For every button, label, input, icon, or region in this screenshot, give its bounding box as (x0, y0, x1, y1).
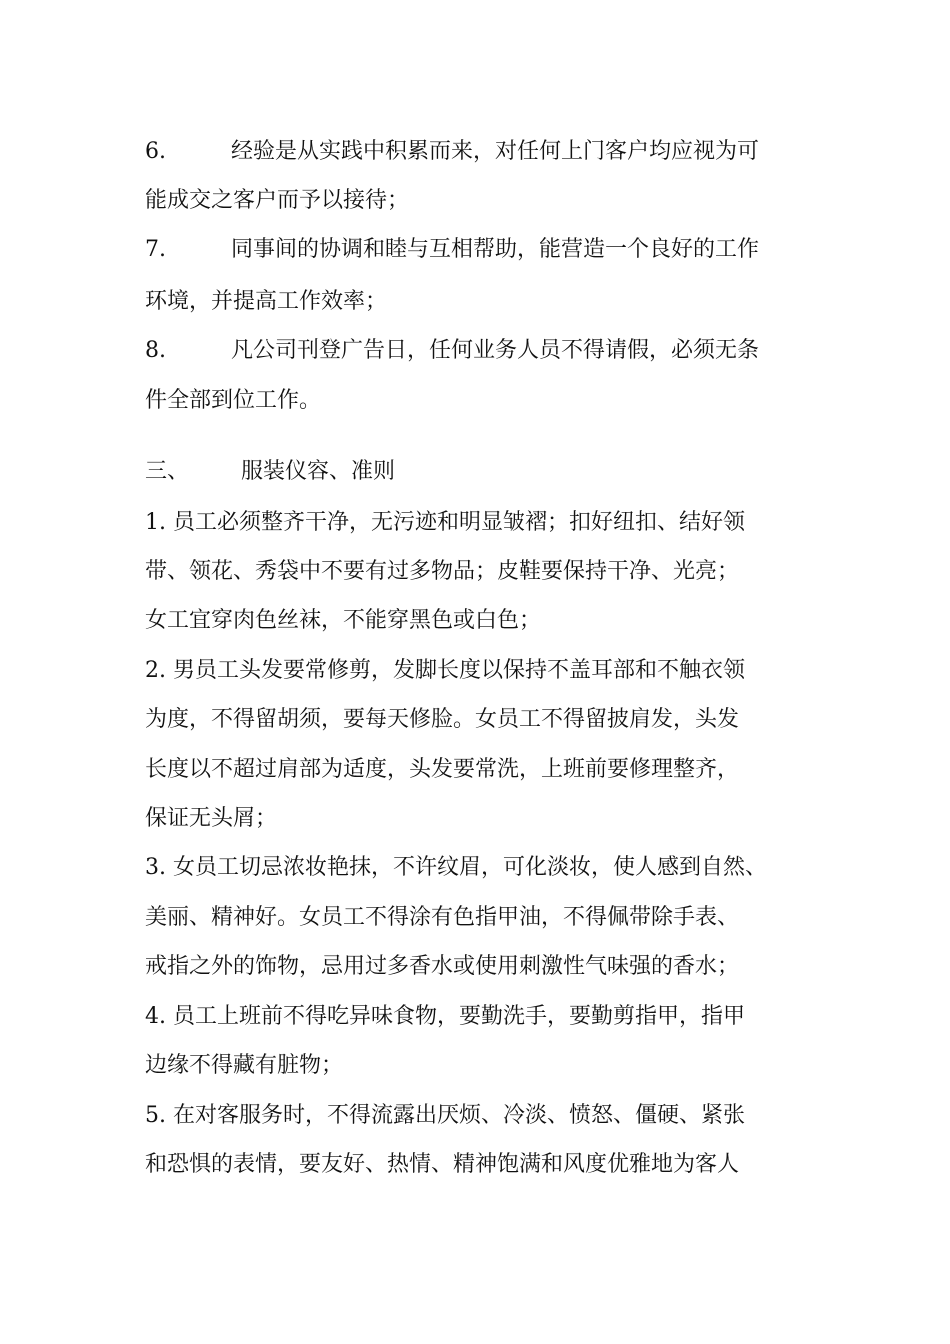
section-line: 戒指之外的饰物，忌用过多香水或使用刺激性气味强的香水； (145, 954, 740, 979)
item-7-line-2: 环境，并提高工作效率； (145, 289, 388, 314)
section-line: 保证无头屑； (145, 806, 278, 831)
section-line: 4. 员工上班前不得吃异味食物，要勤洗手，要勤剪指甲，指甲 (145, 1004, 745, 1029)
item-8-line-2: 件全部到位工作。 (145, 388, 322, 413)
item-7-line-1 (145, 235, 759, 265)
item-7-text: 同事间的协调和睦与互相帮助，能营造一个良好的工作 (231, 237, 760, 262)
section-line: 为度，不得留胡须，要每天修脸。女员工不得留披肩发，头发 (145, 707, 740, 732)
section-line: 3. 女员工切忌浓妆艳抹，不许纹眉，可化淡妆，使人感到自然、 (145, 855, 767, 880)
item-6-number: 6. (145, 139, 166, 164)
section-line: 1. 员工必须整齐干净，无污迹和明显皱褶；扣好纽扣、结好领 (145, 510, 745, 535)
section-line: 和恐惧的表情，要友好、热情、精神饱满和风度优雅地为客人 (145, 1152, 740, 1177)
section-heading (145, 457, 395, 487)
item-6-line-2: 能成交之客户而予以接待； (145, 188, 410, 213)
section-line: 2. 男员工头发要常修剪，发脚长度以保持不盖耳部和不触衣领 (145, 658, 745, 683)
section-line: 5. 在对客服务时，不得流露出厌烦、冷淡、愤怒、僵硬、紧张 (145, 1103, 745, 1128)
section-title: 服装仪容、准则 (241, 459, 396, 484)
section-line: 女工宜穿肉色丝袜，不能穿黑色或白色； (145, 608, 542, 633)
item-8-number: 8. (145, 338, 166, 363)
item-6-line-1 (145, 137, 759, 167)
section-line: 边缘不得藏有脏物； (145, 1053, 344, 1078)
item-7-number: 7. (145, 237, 166, 262)
item-8-text: 凡公司刊登广告日，任何业务人员不得请假，必须无条 (231, 338, 760, 363)
section-line: 长度以不超过肩部为适度，头发要常洗，上班前要修理整齐， (145, 757, 740, 782)
item-8-line-1 (145, 336, 759, 366)
section-number: 三、 (145, 459, 190, 484)
item-6-text: 经验是从实践中积累而来，对任何上门客户均应视为可 (231, 139, 760, 164)
section-line: 美丽、精神好。女员工不得涂有色指甲油，不得佩带除手表、 (145, 905, 740, 930)
section-line: 带、领花、秀袋中不要有过多物品；皮鞋要保持干净、光亮； (145, 559, 740, 584)
